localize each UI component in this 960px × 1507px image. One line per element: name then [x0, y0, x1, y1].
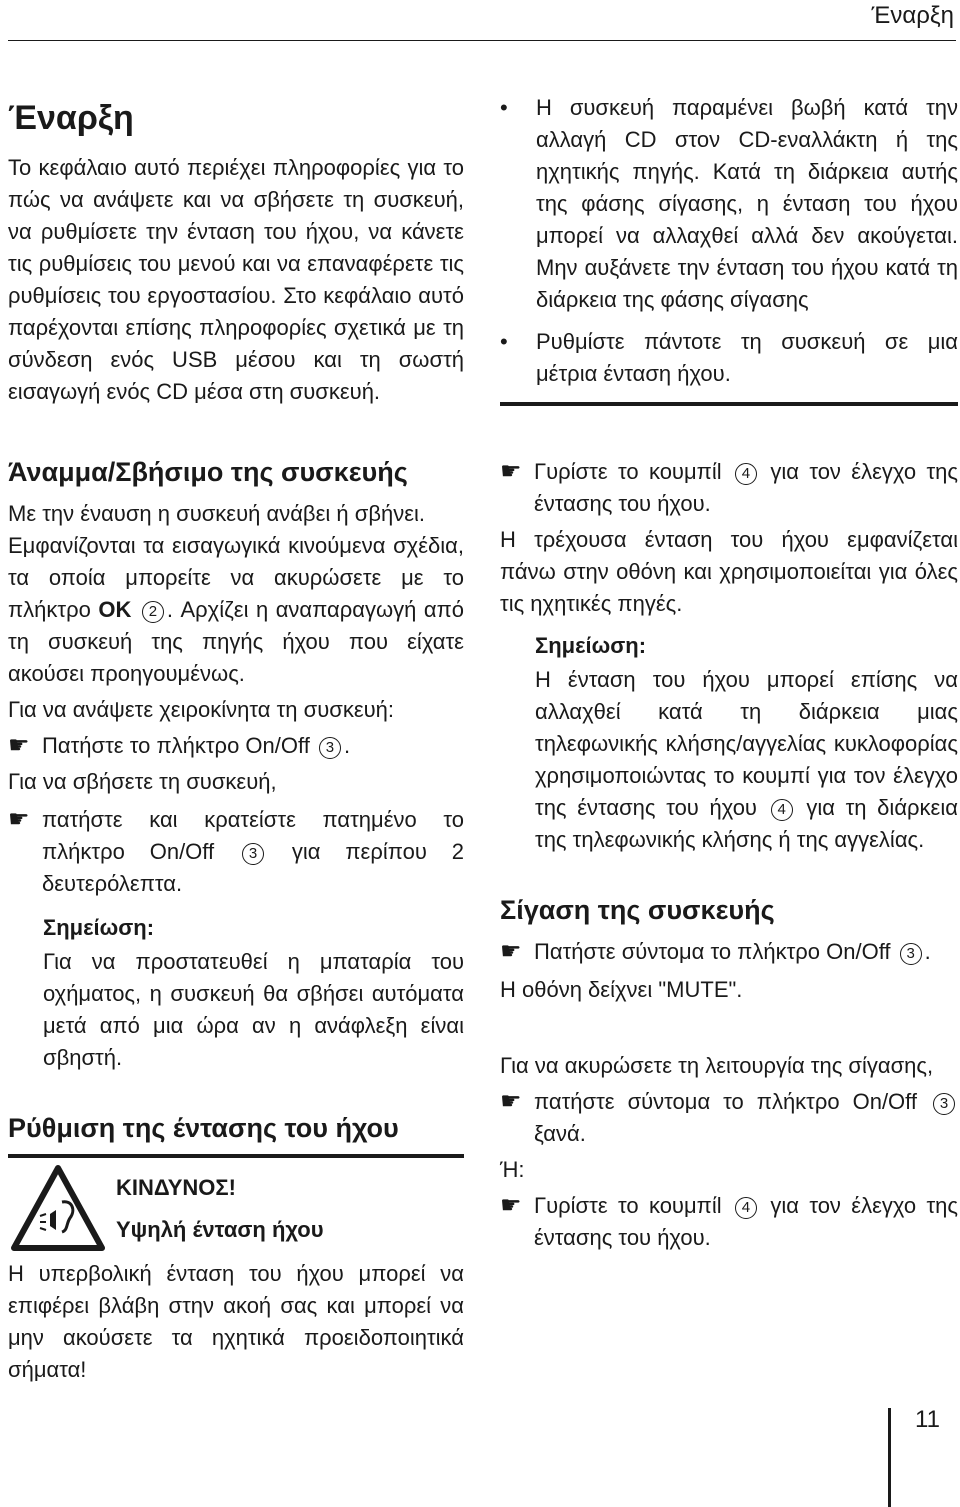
- off-step-text: [42, 804, 464, 900]
- mute-heading: Σίγαση της συσκευής: [500, 895, 775, 925]
- volume-note: [500, 630, 958, 856]
- left-column: [8, 96, 464, 1386]
- danger-box: [8, 1158, 464, 1258]
- mute-step-text: [534, 936, 958, 968]
- callout-4-icon: 4: [735, 1197, 757, 1219]
- callout-4-icon: 4: [771, 799, 793, 821]
- running-header: Έναρξη: [871, 2, 954, 29]
- callout-3-icon: 3: [900, 943, 922, 965]
- volume-heading: Ρύθμιση της έντασης του ήχου: [8, 1113, 399, 1143]
- bullet-dot: •: [500, 95, 508, 120]
- mute-step-text-b: .: [924, 939, 931, 964]
- note-text-b: για τη διάρκεια της τηλεφωνικής κλήσης ή της αγγελίας.: [535, 795, 958, 852]
- right-column: [500, 92, 958, 1254]
- callout-3-icon: 3: [242, 843, 264, 865]
- power-text-2a: Εμφανίζονται τα εισαγωγικά κινούμενα σχέδια, τα οποία μπορείτε να ακυρώσετε με το πλήκτρο: [8, 533, 464, 622]
- cancel-step-text: [534, 1086, 958, 1150]
- volume-warning: Η υπερβολική ένταση του ήχου μπορεί να επιφέρει βλάβη στην ακοή σας και μπορεί να μην ακούσετε τα ηχητικά προειδοποιητικά σήματα!: [8, 1261, 464, 1382]
- section-rule: [500, 402, 958, 406]
- footer-rule: [888, 1408, 891, 1507]
- knob-step-text: [534, 456, 958, 520]
- pointing-hand-icon: ☛: [500, 1088, 522, 1115]
- pointing-hand-icon: ☛: [500, 458, 522, 485]
- on-step-text-b: .: [343, 733, 351, 758]
- bullet-item: [500, 326, 958, 390]
- cancel-step: [500, 1086, 958, 1150]
- off-step-text-a: πατήστε και κρατείστε πατημένο το πλήκτρο On/Off: [42, 807, 464, 864]
- mute-knob-step-text: [534, 1190, 958, 1254]
- cancel-intro: Για να ακυρώσετε τη λειτουργία της σίγασης,: [500, 1053, 934, 1078]
- page-number: 11: [915, 1406, 940, 1433]
- pointing-hand-icon: ☛: [8, 806, 30, 833]
- off-intro: Για να σβήσετε τη συσκευή,: [8, 769, 277, 794]
- note-title: Σημείωση:: [535, 633, 647, 658]
- power-heading: Άναμμα/Σβήσιμο της συσκευής: [8, 457, 408, 487]
- danger-subtitle: Υψηλή ένταση ήχου: [116, 1217, 324, 1242]
- knob-step-text-a: Γυρίστε το κουμπίl: [534, 459, 722, 484]
- cancel-step-text-b: ξανά.: [534, 1121, 586, 1146]
- mute-display-text: Η οθόνη δείχνει "MUTE".: [500, 977, 743, 1002]
- off-step: [8, 804, 464, 900]
- mute-step: [500, 936, 958, 968]
- current-volume-text: Η τρέχουσα ένταση του ήχου εμφανίζεται πάνω στην οθόνη και χρησιμοποιείται για όλες τις ηχητικές πηγές.: [500, 527, 958, 616]
- knob-step-text-b: για τον έλεγχο της έντασης του ήχου.: [534, 459, 958, 516]
- bullet-item: [500, 92, 958, 316]
- callout-3-icon: 3: [933, 1093, 955, 1115]
- pointing-hand-icon: ☛: [8, 732, 30, 759]
- mute-step-text-a: Πατήστε σύντομα το πλήκτρο On/Off: [534, 939, 891, 964]
- pointing-hand-icon: ☛: [500, 1192, 522, 1219]
- note-title: Σημείωση:: [43, 915, 155, 940]
- on-step: [8, 730, 464, 762]
- or-text: Ή:: [500, 1157, 525, 1182]
- cancel-step-text-a: πατήστε σύντομα το πλήκτρο On/Off: [534, 1089, 917, 1114]
- mute-knob-text-a: Γυρίστε το κουμπίl: [534, 1193, 722, 1218]
- on-intro: Για να ανάψετε χειροκίνητα τη συσκευή:: [8, 697, 394, 722]
- mute-knob-step: [500, 1190, 958, 1254]
- knob-step: [500, 456, 958, 520]
- note-text-a: Η ένταση του ήχου μπορεί επίσης να αλλαχθεί κατά τη διάρκεια μιας τηλεφωνικής κλήσης/αγγελίας κυκλοφορίας χρησιμοποιώντας το κουμπί για τον έλεγχο της έντασης του ήχου: [535, 667, 958, 820]
- bullet-text: Η συσκευή παραμένει βωβή κατά την αλλαγή CD στον CD-εναλλάκτη ή της ηχητικής πηγής. Κατά τη διάρκεια αυτής της φάσης σίγασης, η ένταση του ήχου μπορεί να αλλαχθεί αλλά δεν ακούγεται. Μην αυξάνετε την ένταση του ήχου κατά τη διάρκεια της φάσης σίγασης: [536, 95, 958, 312]
- callout-4-icon: 4: [735, 463, 757, 485]
- note-text: Για να προστατευθεί η μπαταρία του οχήματος, η συσκευή θα σβήσει αυτόματα μετά από μια ώρα αν η ανάφλεξη είναι σβηστή.: [43, 949, 464, 1070]
- intro-paragraph: Το κεφάλαιο αυτό περιέχει πληροφορίες για το πώς να ανάψετε και να σβήσετε τη συσκευή, να ρυθμίσετε την ένταση του ήχου, να κάνετε τις ρυθμίσεις του μενού και να επαναφέρετε τις ρυθμίσεις του εργοστασίου. Στο κεφάλαιο αυτό παρέχονται επίσης πληροφορίες σχετικά με τη σύνδεση ενός USB μέσου και τη σωστή εισαγωγή ενός CD μέσα στη συσκευή.: [8, 155, 464, 404]
- header-rule: [8, 40, 956, 41]
- power-text-2b: . Αρχίζει η αναπαραγωγή από τη συσκευή της πηγής ήχου που είχατε ακούσει προηγουμένως.: [8, 597, 464, 686]
- bullet-dot: •: [500, 329, 508, 354]
- on-step-text-a: Πατήστε το πλήκτρο On/Off: [42, 733, 310, 758]
- note-text: [535, 664, 958, 856]
- pointing-hand-icon: ☛: [500, 938, 522, 965]
- danger-label: ΚΙΝΔΥΝΟΣ!: [116, 1175, 236, 1200]
- bullet-text: Ρυθμίστε πάντοτε τη συσκευή σε μια μέτρια ένταση ήχου.: [536, 329, 958, 386]
- power-note: [8, 912, 464, 1074]
- power-text-2: [8, 530, 464, 690]
- hearing-hazard-icon: [10, 1164, 106, 1252]
- ok-key-label: OK: [98, 597, 132, 622]
- callout-2-icon: 2: [142, 601, 164, 623]
- mute-knob-text-b: για τον έλεγχο της έντασης του ήχου.: [534, 1193, 958, 1250]
- on-step-text: [42, 730, 464, 762]
- callout-3-icon: 3: [319, 737, 341, 759]
- chapter-title: Έναρξη: [8, 99, 134, 137]
- off-step-text-b: για περίπου 2 δευτερόλεπτα.: [42, 839, 464, 896]
- power-text-1: Με την έναυση η συσκευή ανάβει ή σβήνει.: [8, 501, 426, 526]
